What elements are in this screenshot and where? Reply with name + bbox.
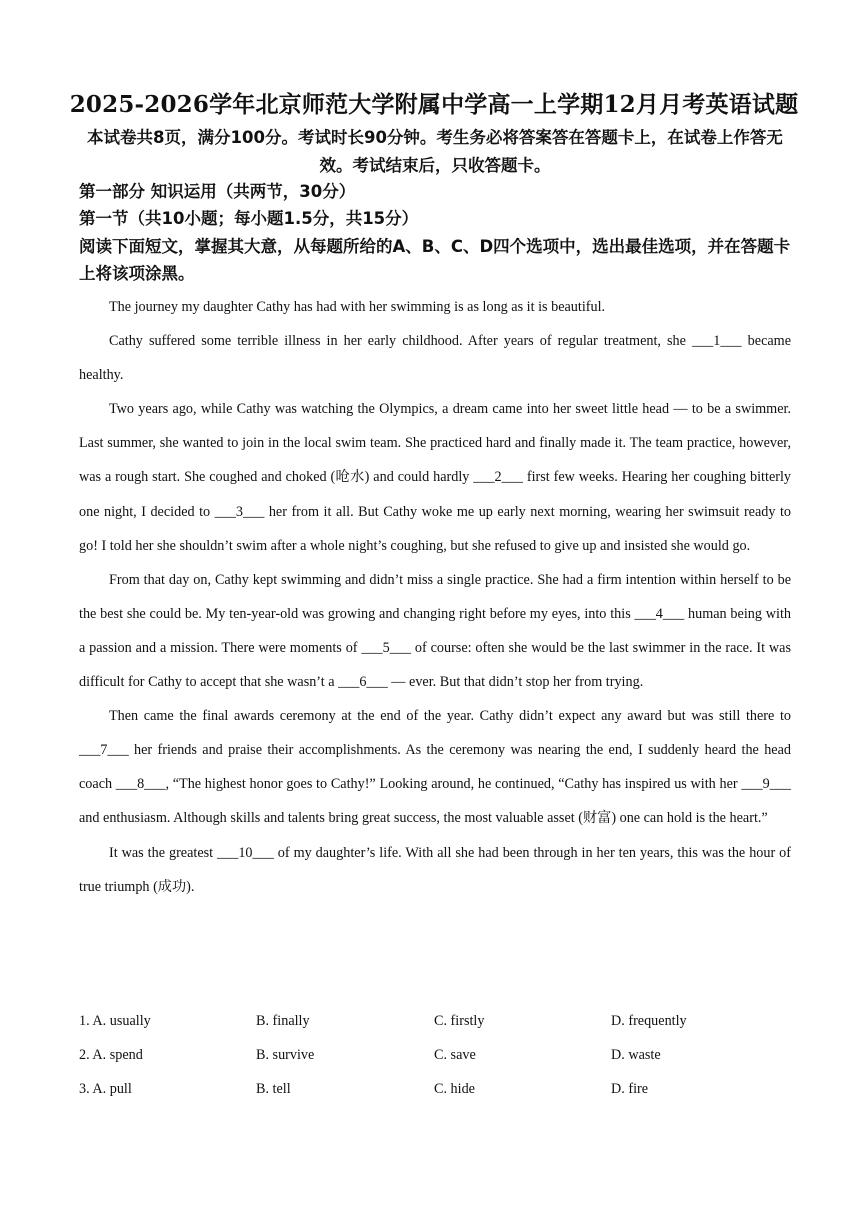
- passage-paragraph: Cathy suffered some terrible illness in her early childhood. After years of regular treatment, she ___1___ became healthy.: [79, 333, 791, 384]
- question-options: [79, 1004, 791, 1106]
- option-c: C. firstly: [434, 1013, 485, 1029]
- passage-paragraph: From that day on, Cathy kept swimming and didn’t miss a single practice. She had a firm intention within herself to be the best she could be. My ten-year-old was growing and changing right before my eyes, into this ___4___ human being with a passion and a mission. There were moments of ___5___ of course: often she would be the last swimmer in the race. It was difficult for Cathy to accept that she wasn’t a ___6___ — ever. But that didn’t stop her from trying.: [79, 571, 791, 691]
- option-c: C. hide: [434, 1081, 475, 1097]
- question-row: [79, 1038, 791, 1072]
- cloze-passage: [79, 290, 791, 904]
- passage-paragraph: Two years ago, while Cathy was watching the Olympics, a dream came into her sweet little head — to be a swimmer. Last summer, she wanted to join in the local swim team. She practiced hard and finally made it. The team practice, however, was a rough start. She coughed and choked (呛水) and could hardly ___2___ first few weeks. Hearing her coughing bitterly one night, I decided to ___3___ her from it all. But Cathy woke me up early next morning, wearing her swimsuit ready to go! I told her she shouldn’t swim after a whole night’s coughing, but she refused to give up and insisted she would go.: [79, 401, 791, 554]
- option-a: 2. A. spend: [79, 1047, 143, 1063]
- page-title: 2025-2026学年北京师范大学附属中学高一上学期12月月考英语试题: [69, 91, 799, 118]
- section-heading: 第一节（共10小题；每小题1.5分，共15分）: [79, 209, 419, 228]
- question-row: [79, 1004, 791, 1038]
- option-b: B. tell: [256, 1081, 291, 1097]
- option-a: 3. A. pull: [79, 1081, 132, 1097]
- section-instruction: 阅读下面短文，掌握其大意，从每题所给的A、B、C、D四个选项中，选出最佳选项，并在答题卡上将该项涂黑。: [79, 237, 791, 283]
- question-row: [79, 1072, 791, 1106]
- passage-paragraph: The journey my daughter Cathy has had with her swimming is as long as it is beautiful.: [109, 299, 606, 315]
- passage-paragraph: It was the greatest ___10___ of my daughter’s life. With all she had been through in her ten years, this was the hour of true triumph (成功).: [79, 844, 791, 895]
- option-b: B. finally: [256, 1013, 310, 1029]
- part-heading: 第一部分 知识运用（共两节，30分）: [79, 182, 356, 201]
- option-b: B. survive: [256, 1047, 315, 1063]
- option-c: C. save: [434, 1047, 476, 1063]
- option-d: D. fire: [611, 1081, 649, 1097]
- option-d: D. frequently: [611, 1013, 687, 1029]
- option-a: 1. A. usually: [79, 1013, 151, 1029]
- option-d: D. waste: [611, 1047, 661, 1063]
- passage-paragraph: Then came the final awards ceremony at the end of the year. Cathy didn’t expect any award but was still there to ___7___ her friends and praise their accomplishments. As the ceremony was nearing the end, I suddenly heard the head coach ___8___, “The highest honor goes to Cathy!” Looking around, he continued, “Cathy has inspired us with her ___9___ and enthusiasm. Although skills and talents bring great success, the most valuable asset (财富) one can hold is the heart.”: [79, 708, 791, 827]
- exam-intro: 本试卷共8页，满分100分。考试时长90分钟。考生务必将答案答在答题卡上，在试卷上作答无效。考试结束后，只收答题卡。: [87, 128, 783, 175]
